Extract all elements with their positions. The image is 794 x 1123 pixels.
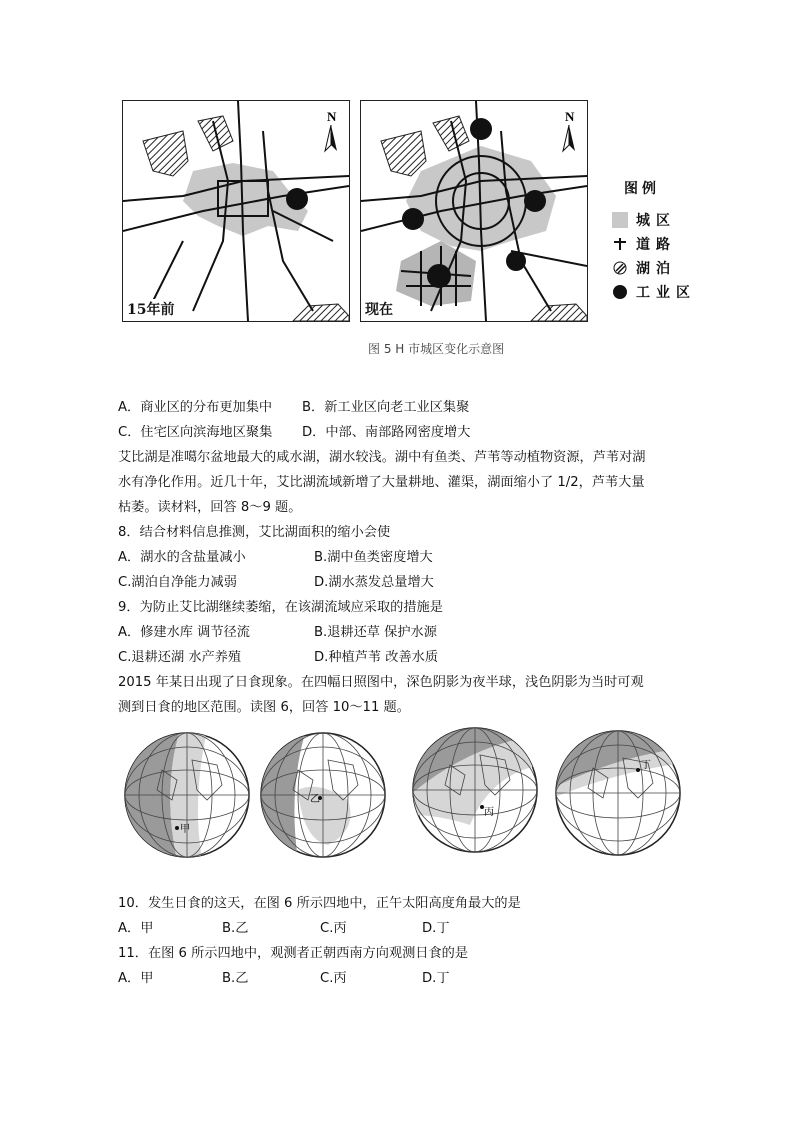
q9-option-b: B.退耕还草 保护水源 [314, 625, 437, 640]
globe-2-label: 乙 [310, 794, 320, 805]
globe-4 [553, 728, 683, 858]
road-icon [612, 236, 628, 252]
q9-option-a: A．修建水库 调节径流 [118, 625, 250, 640]
q10-option-d: D.丁 [422, 921, 450, 936]
q11-option-b: B.乙 [222, 971, 249, 986]
q11-option-d: D.丁 [422, 971, 450, 986]
legend-lake [612, 258, 676, 278]
q7-option-b: B．新工业区向老工业区集聚 [302, 400, 470, 415]
q10-stem: 10．发生日食的这天，在图 6 所示四地中，正午太阳高度角最大的是 [118, 896, 521, 911]
legend-lake-label: 湖泊 [636, 261, 676, 277]
svg-text:N: N [565, 109, 575, 124]
q7-option-d: D．中部、南部路网密度增大 [302, 425, 471, 440]
q9-stem: 9．为防止艾比湖继续萎缩，在该湖流域应采取的措施是 [118, 600, 443, 615]
map-present [360, 100, 588, 322]
q9-option-c: C.退耕还湖 水产养殖 [118, 650, 242, 665]
svg-text:N: N [327, 109, 337, 124]
map-present-drawing [361, 101, 587, 321]
globe-4-label: 丁 [641, 760, 651, 771]
legend-industrial [612, 282, 696, 302]
q8-stem: 8．结合材料信息推测，艾比湖面积的缩小会使 [118, 525, 391, 540]
legend-urban [612, 210, 676, 230]
legend-road-label: 道路 [636, 237, 676, 253]
figure5-caption: 图 5 H 市城区变化示意图 [368, 342, 505, 356]
lake-icon [612, 260, 628, 276]
legend-industrial-label: 工业区 [636, 285, 696, 301]
q8-option-d: D.湖水蒸发总量增大 [314, 575, 434, 590]
globe-2 [258, 730, 388, 860]
globe-3-label: 丙 [484, 807, 494, 818]
q7-option-a: A．商业区的分布更加集中 [118, 400, 273, 415]
q11-stem: 11．在图 6 所示四地中，观测者正朝西南方向观测日食的是 [118, 946, 469, 961]
urban-area-icon [612, 212, 628, 228]
passage2-line1: 2015 年某日出现了日食现象。在四幅日照图中，深色阴影为夜半球，浅色阴影为当时可观 [118, 675, 644, 690]
passage1-line3: 枯萎。读材料，回答 8～9 题。 [118, 500, 302, 515]
globe-3 [410, 725, 540, 855]
industrial-zone-icon [612, 284, 628, 300]
q10-option-a: A．甲 [118, 921, 154, 936]
q8-option-b: B.湖中鱼类密度增大 [314, 550, 433, 565]
q10-option-b: B.乙 [222, 921, 249, 936]
globe-1-label: 甲 [180, 824, 190, 835]
passage1-line1: 艾比湖是准噶尔盆地最大的咸水湖，湖水较浅。湖中有鱼类、芦苇等动植物资源，芦苇对湖 [118, 450, 646, 465]
globe-1 [122, 730, 252, 860]
passage1-line2: 水有净化作用。近几十年，艾比湖流域新增了大量耕地、灌渠，湖面缩小了 1/2，芦苇大量 [118, 475, 645, 490]
map-15-years-ago [122, 100, 350, 322]
q7-option-c: C．住宅区向滨海地区聚集 [118, 425, 273, 440]
q11-option-a: A．甲 [118, 971, 154, 986]
q10-option-c: C.丙 [320, 921, 347, 936]
q11-option-c: C.丙 [320, 971, 347, 986]
legend-title: 图例 [624, 181, 660, 197]
passage2-line2: 测到日食的地区范围。读图 6，回答 10～11 题。 [118, 700, 410, 715]
legend-road [612, 234, 676, 254]
q9-option-d: D.种植芦苇 改善水质 [314, 650, 439, 665]
q8-option-a: A．湖水的含盐量减小 [118, 550, 246, 565]
legend-urban-label: 城区 [636, 213, 676, 229]
map-15-years-ago-label: 15年前 [125, 299, 176, 319]
map-present-label: 现在 [363, 299, 395, 319]
q8-option-c: C.湖泊自净能力减弱 [118, 575, 237, 590]
map-15-years-ago-drawing [123, 101, 349, 321]
